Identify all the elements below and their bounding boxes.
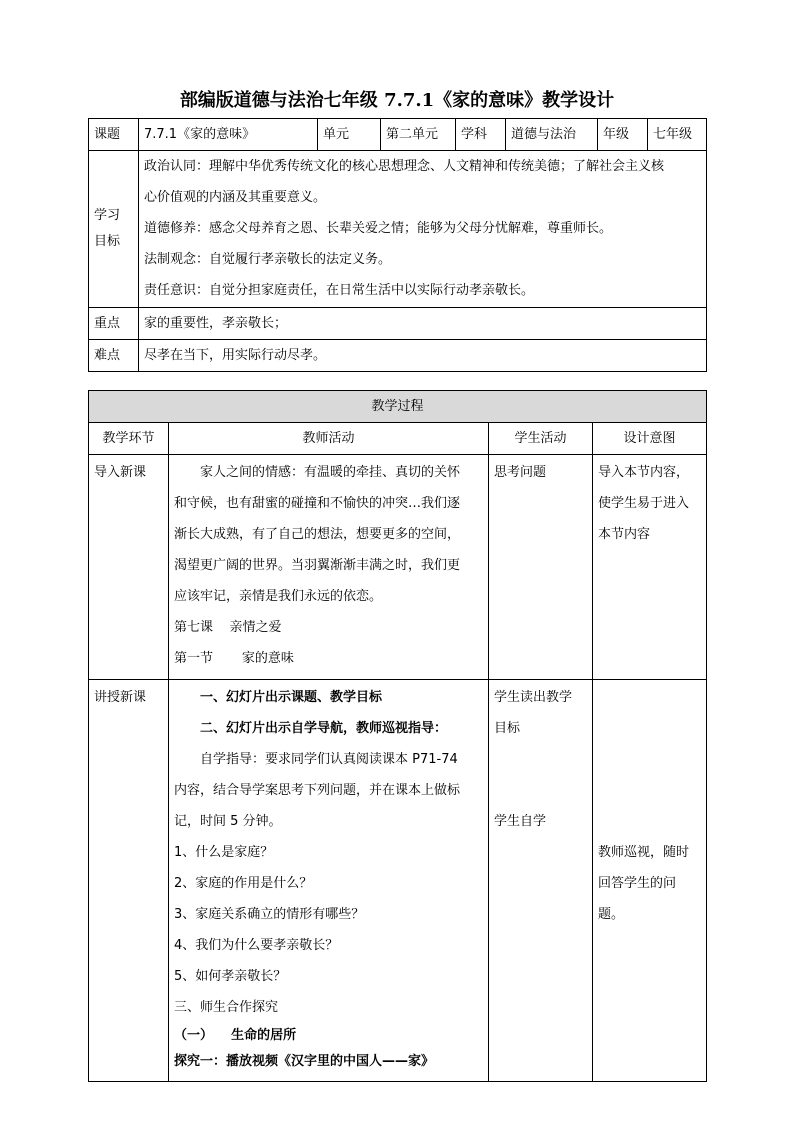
subject-label: 学科 [456, 119, 506, 151]
column-header: 学生活动 [489, 423, 593, 455]
difficulty-label: 难点 [89, 340, 139, 372]
objective-line: 责任意识：自觉分担家庭责任，在日常生活中以实际行动孝亲敬长。 [144, 283, 535, 298]
course-value: 7.7.1《家的意味》 [139, 119, 318, 151]
intro-row [89, 455, 707, 680]
process-header-row [89, 423, 707, 455]
column-header: 设计意图 [593, 423, 707, 455]
objective-line: 心价值观的内涵及其重要意义。 [144, 190, 327, 205]
lecture-row [89, 680, 707, 1082]
intro-design-intent: 导入本节内容， 使学生易于进入 本节内容 [593, 455, 707, 680]
grade-value: 七年级 [648, 119, 707, 151]
objectives-label: 学习 目标 [89, 151, 139, 308]
lecture-stage: 讲授新课 [89, 680, 169, 1082]
column-header: 教学环节 [89, 423, 169, 455]
objective-line: 政治认同：理解中华优秀传统文化的核心思想理念、人文精神和传统美德；了解社会主义核 [144, 159, 665, 174]
key-points-value: 家的重要性，孝亲敬长； [139, 308, 707, 340]
intro-stage: 导入新课 [89, 455, 169, 680]
unit-label: 单元 [318, 119, 381, 151]
page-title: 部编版道德与法治七年级 7.7.1《家的意味》教学设计 [179, 90, 615, 111]
key-points-row [89, 308, 707, 340]
key-points-label: 重点 [89, 308, 139, 340]
difficulty-row [89, 340, 707, 372]
objective-line: 法制观念：自觉履行孝亲敬长的法定义务。 [144, 252, 392, 267]
objective-line: 道德修养：感念父母养育之恩、长辈关爱之情；能够为父母分忧解难，尊重师长。 [144, 221, 613, 236]
intro-student-activity: 思考问题 [489, 455, 593, 680]
process-table [88, 390, 707, 1082]
objectives-row [89, 151, 707, 308]
intro-teacher-activity: 家人之间的情感：有温暖的牵挂、真切的关怀 和守候，也有甜蜜的碰撞和不愉快的冲突…我们逐 渐长大成熟，有了自己的想法，想要更多的空间， 渴望更广阔的世界。当羽翼渐渐丰满之时，我们更 应该牢记，亲情是我们永远的依恋。 第七课 亲情之爱 第一节 家的意味 [169, 455, 489, 680]
grade-label: 年级 [598, 119, 648, 151]
lecture-student-activity: 学生读出教学 目标 学生自学 [489, 680, 593, 1082]
lecture-design-intent: 教师巡视，随时 回答学生的问题。 [593, 680, 707, 1082]
subject-value: 道德与法治 [506, 119, 598, 151]
course-row [89, 119, 707, 151]
unit-value: 第二单元 [381, 119, 456, 151]
process-heading: 教学过程 [89, 391, 707, 423]
objectives-text [139, 151, 707, 308]
difficulty-value: 尽孝在当下，用实际行动尽孝。 [139, 340, 707, 372]
column-header: 教师活动 [169, 423, 489, 455]
lecture-teacher-activity: 一、幻灯片出示课题、教学目标 二、幻灯片出示自学导航，教师巡视指导： 自学指导：要求同学们认真阅读课本 P71-74 内容，结合导学案思考下列问题，并在课本上做标 记，时间 5 分钟。 1、什么是家庭？ 2、家庭的作用是什么？ 3、家庭关系确立的情形有哪些？ 4、我们为什么要孝亲敬长？ 5、如何孝亲敬长？ 三、师生合作探究 （一） 生命的居所 探究一：播放视频《汉字里的中国人——家》 [169, 680, 489, 1082]
info-table [88, 118, 707, 372]
course-label: 课题 [89, 119, 139, 151]
